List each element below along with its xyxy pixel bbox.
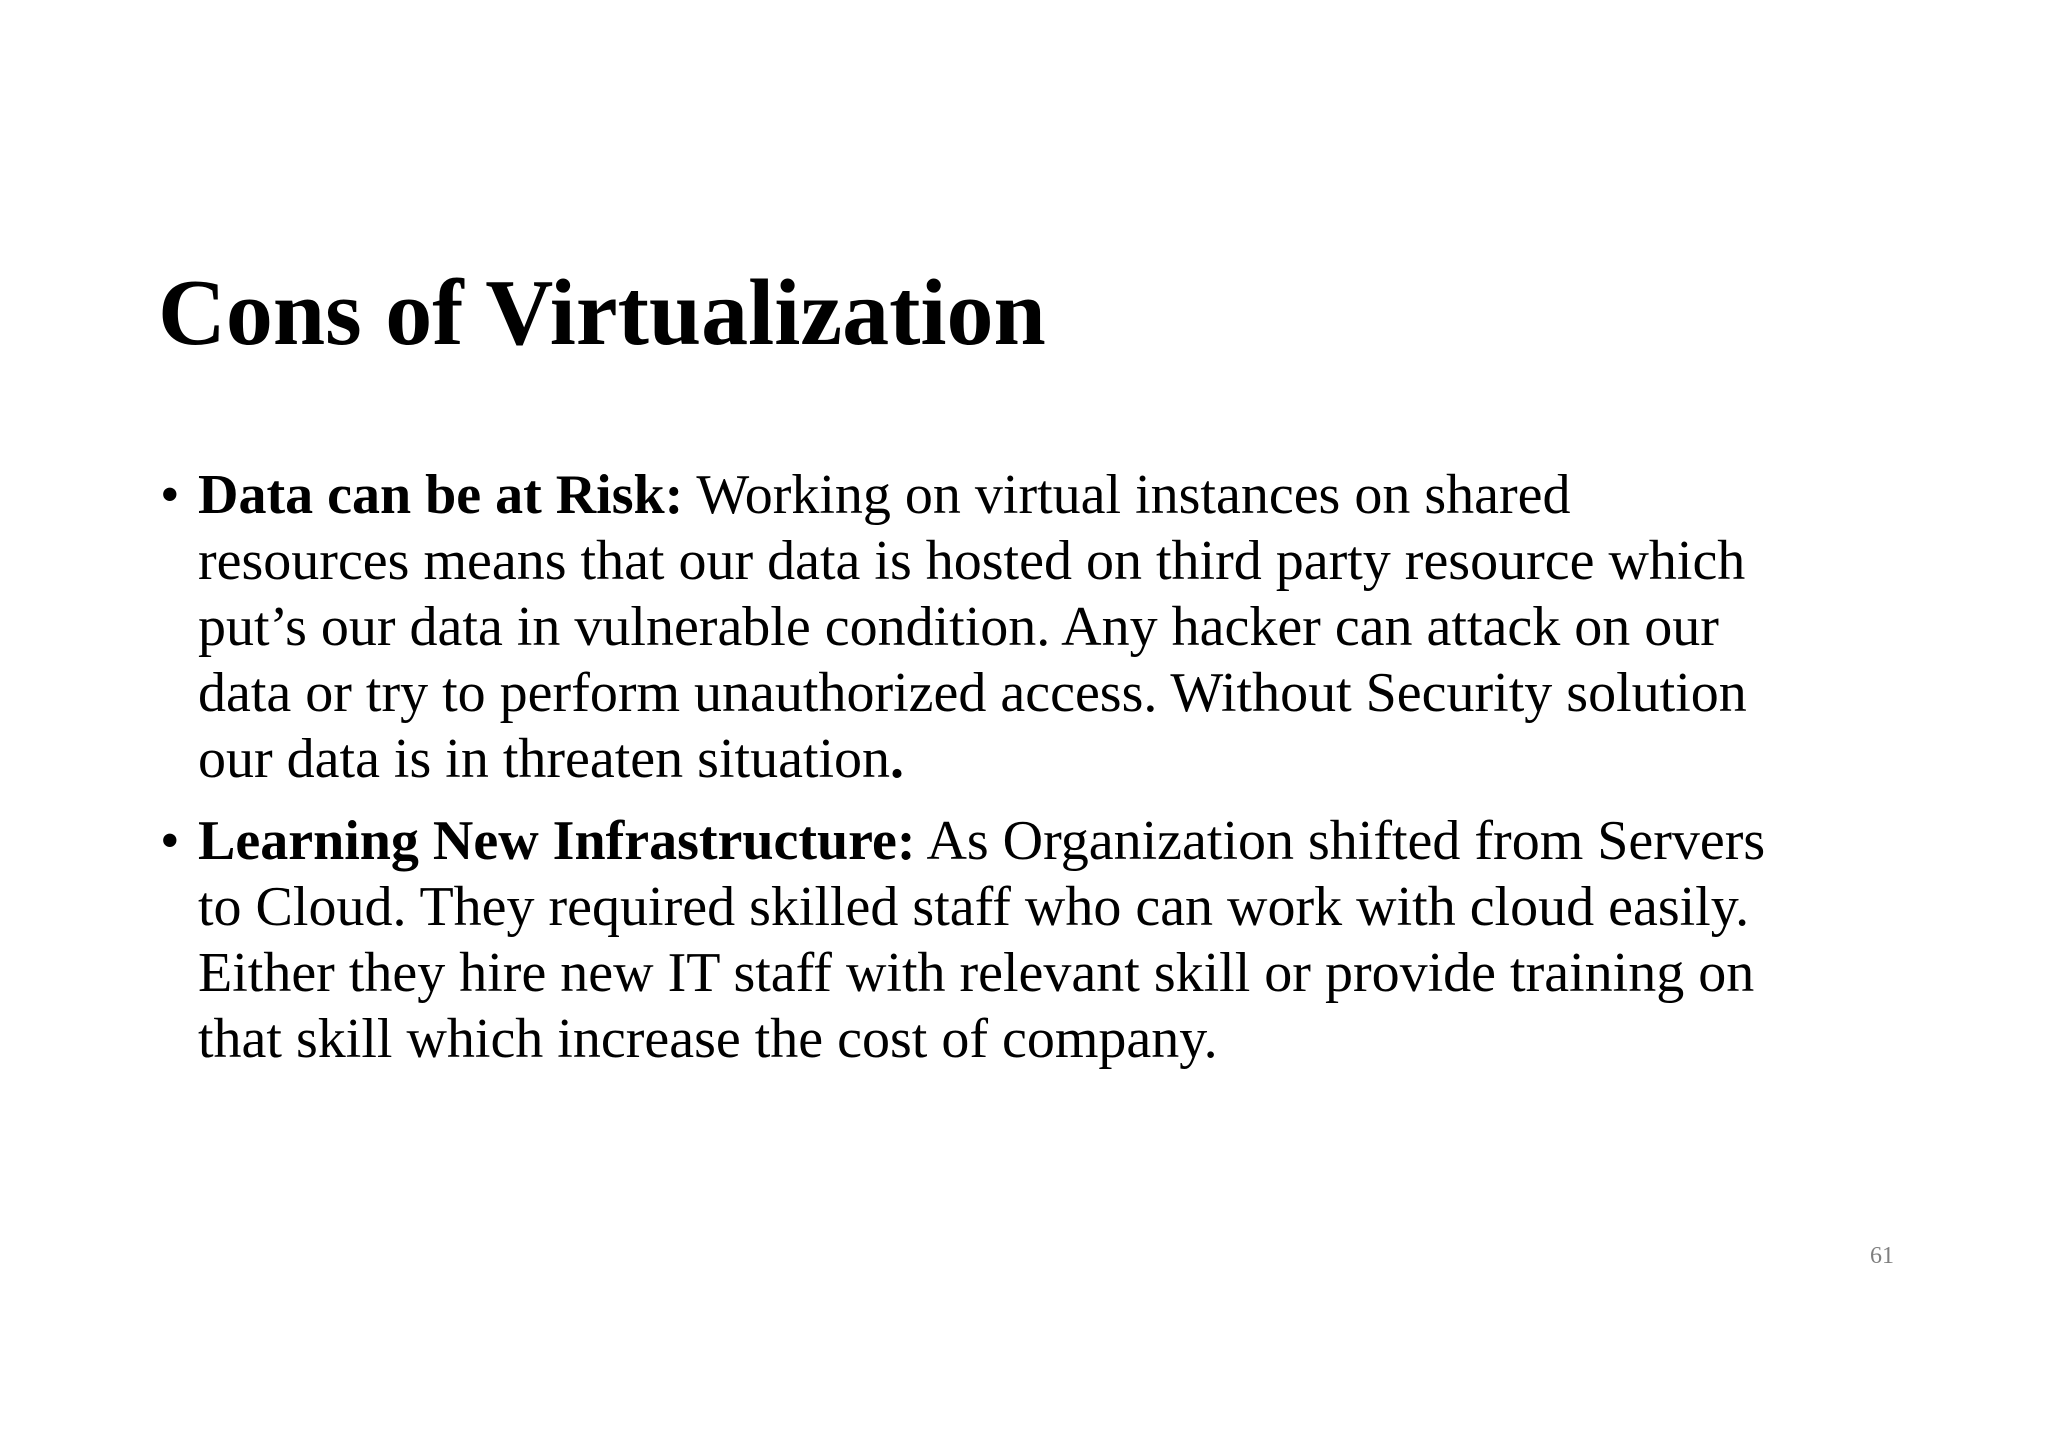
bullet-text: As Organization shifted from Servers [915, 810, 1766, 872]
bullet-lead: Learning New Infrastructure: [198, 810, 916, 872]
bullet-data-risk [150, 462, 1910, 792]
bullet-first-line [198, 808, 1910, 874]
bullet-line: to Cloud. They required skilled staff who can work with cloud easily. [198, 876, 1750, 938]
bullet-list [150, 462, 1910, 1088]
bullet-text: Working on virtual instances on shared [683, 464, 1571, 526]
bullet-first-line [198, 462, 1910, 528]
bullet-icon: • [160, 464, 180, 526]
bullet-icon: • [160, 810, 180, 872]
page-number: 61 [1870, 1243, 1894, 1269]
slide-title: Cons of Virtualization [158, 261, 1046, 365]
bullet-line: data or try to perform unauthorized access. Without Security solution [198, 662, 1747, 724]
bullet-line: Either they hire new IT staff with relevant skill or provide training on [198, 942, 1755, 1004]
bullet-text: our data is in threaten situation [198, 728, 891, 790]
bullet-line: put’s our data in vulnerable condition. Any hacker can attack on our [198, 596, 1719, 658]
bullet-last-line [198, 726, 1910, 792]
bullet-lead: Data can be at Risk: [198, 464, 684, 526]
bullet-line: that skill which increase the cost of company. [198, 1008, 1218, 1070]
bullet-learning-infrastructure [150, 808, 1910, 1072]
bullet-trail: . [890, 728, 905, 790]
bullet-line: resources means that our data is hosted on third party resource which [198, 530, 1746, 592]
